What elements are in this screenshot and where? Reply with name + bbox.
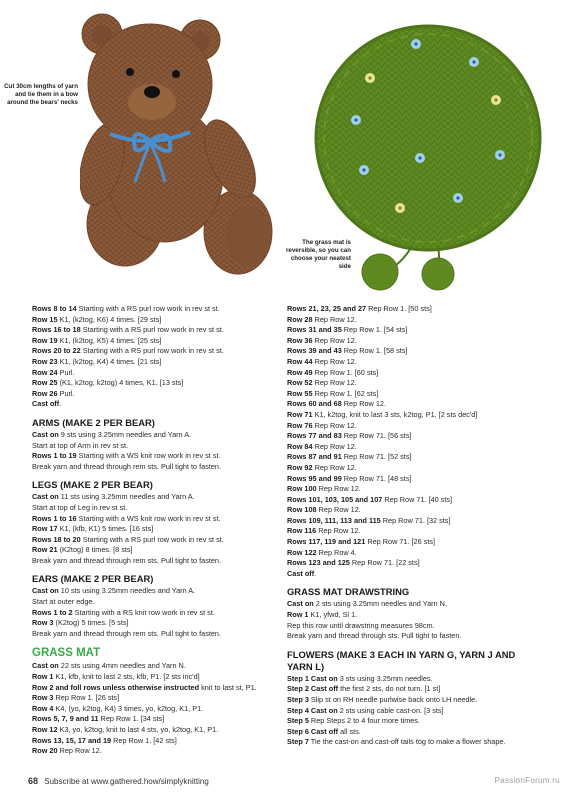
- instruction-line: [32, 368, 282, 379]
- instruction-line-label: Step 4 Cast on: [287, 705, 338, 715]
- instruction-line-text: Rep Row 12.: [312, 314, 357, 324]
- instruction-line-text: K1, (kfb, K1) 5 times. [16 sts]: [57, 524, 154, 534]
- instruction-line-label: Row 2 and foll rows unless otherwise instructed: [32, 682, 200, 692]
- instruction-line-text: Rep this row until drawstring measures 98cm.: [287, 620, 435, 630]
- instruction-line-label: Row 23: [32, 356, 58, 366]
- instruction-line-text: Rep Row 1. [60 sts]: [312, 367, 379, 377]
- instruction-line-label: Row 20: [32, 746, 58, 756]
- instruction-line-label: Row 122: [287, 547, 317, 557]
- instruction-line: [287, 484, 547, 495]
- ears-heading: EARS (MAKE 2 PER BEAR): [32, 573, 154, 585]
- instruction-line: [287, 474, 547, 485]
- instruction-line: [32, 430, 282, 441]
- instruction-line-text: K1, (k2tog, K4) 4 times. [21 sts]: [57, 356, 162, 366]
- instruction-line: [32, 315, 282, 326]
- instruction-line: [32, 608, 282, 619]
- instruction-line: [287, 537, 547, 548]
- subscribe-link[interactable]: Subscribe at www.gathered.how/simplyknitting: [44, 777, 209, 786]
- left-column: [32, 304, 282, 757]
- instruction-line-label: Step 2 Cast off: [287, 684, 339, 694]
- instruction-line-label: Rows 77 and 83: [287, 431, 342, 441]
- instruction-line: [287, 610, 547, 621]
- instruction-line-text: K1, (k2tog, K6) 4 times. [29 sts]: [57, 314, 162, 324]
- instruction-line: [287, 737, 547, 748]
- instruction-line-label: Rows 109, 111, 113 and 115: [287, 515, 381, 525]
- instruction-line-label: Cast on: [32, 661, 59, 671]
- instruction-line-text: Rep Row 12.: [57, 746, 102, 756]
- instruction-line-label: Step 7: [287, 737, 309, 747]
- instruction-line: [287, 357, 547, 368]
- instruction-line-text: Start at outer edge.: [32, 597, 95, 607]
- instruction-line: [287, 463, 547, 474]
- instruction-line-label: Row 3: [32, 618, 54, 628]
- instruction-line-text: .: [59, 399, 62, 409]
- instruction-line-text: Slip st on RH needle purlwise back onto LH needle.: [308, 695, 478, 704]
- instruction-line-label: Row 21: [32, 545, 58, 555]
- instruction-line: [32, 714, 282, 725]
- instruction-line: [287, 569, 547, 580]
- instruction-line-text: Purl.: [57, 367, 75, 377]
- instruction-line-text: Rep Row 71. [22 sts]: [349, 558, 420, 568]
- instruction-line: [287, 505, 547, 516]
- instruction-line: [287, 399, 547, 410]
- instruction-line-text: Rep Row 1. [26 sts]: [53, 693, 120, 703]
- instruction-line: [287, 695, 547, 706]
- instruction-line-text: Starting with a RS purl row work in rev st st.: [80, 325, 224, 335]
- instruction-line-label: Row 26: [32, 388, 58, 398]
- instruction-line: [287, 599, 547, 610]
- instruction-line-text: Rep Row 12.: [312, 378, 357, 388]
- instruction-line-text: Starting with a RS purl row work in rev st st.: [80, 534, 224, 544]
- instruction-line-text: Rep Steps 2 to 4 four more times.: [308, 716, 421, 726]
- instruction-line: [32, 683, 282, 694]
- instruction-line: [287, 684, 547, 695]
- instruction-line: [287, 526, 547, 537]
- ears-instructions: [32, 586, 282, 639]
- drawstring-heading: GRASS MAT DRAWSTRING: [287, 586, 410, 598]
- instruction-line-label: Rows 1 to 19: [32, 451, 77, 461]
- instruction-line-label: Row 100: [287, 484, 317, 494]
- instruction-line-label: Rows 1 to 2: [32, 607, 73, 617]
- instruction-line-text: Start at top of Arm in rev st st.: [32, 440, 129, 450]
- instruction-line-label: Step 3: [287, 695, 309, 704]
- instruction-line-text: Starting with a WS knit row work in rev st st.: [76, 513, 221, 523]
- instruction-line-label: Row 19: [32, 335, 58, 345]
- instruction-line-label: Cast off: [32, 399, 60, 409]
- instruction-line-label: Row 15: [32, 314, 58, 324]
- grass-mat-heading: GRASS MAT: [32, 647, 101, 660]
- instruction-line: [32, 693, 282, 704]
- instruction-line-label: Rows 87 and 91: [287, 452, 342, 462]
- instruction-line: [287, 548, 547, 559]
- instruction-line: [287, 516, 547, 527]
- instruction-line-text: Break yarn and thread through rem sts. Pull tight to fasten.: [32, 461, 222, 471]
- instruction-line-text: knit to last st, P1.: [199, 682, 257, 692]
- instruction-line-text: all sts.: [338, 726, 361, 736]
- instruction-line-label: Rows 1 to 16: [32, 513, 77, 523]
- instruction-line: [32, 503, 282, 514]
- instruction-line-text: Rep Row 12.: [316, 526, 361, 536]
- instruction-line-label: Rows 21, 23, 25 and 27: [287, 304, 367, 313]
- instruction-line-text: Rep Row 12.: [316, 505, 361, 515]
- instruction-line-text: Rep Row 12.: [312, 356, 357, 366]
- instruction-line-text: Starting with a RS knit row work in rev st st.: [72, 607, 215, 617]
- instruction-line-label: Row 108: [287, 505, 317, 515]
- instruction-line: [287, 421, 547, 432]
- instruction-line-label: Step 1 Cast on: [287, 673, 338, 683]
- instruction-line-label: Rows 117, 119 and 121: [287, 537, 366, 547]
- instruction-line-text: K1, yfwd, Sl 1.: [308, 610, 358, 620]
- instruction-line-text: Starting with a WS knit row work in rev st st.: [76, 451, 221, 461]
- instruction-line-text: K3, yo, k2tog, knit to last 4 sts, yo, k2tog, K1, P1.: [57, 725, 219, 734]
- instruction-line-text: 11 sts using 3.25mm needles and Yarn A.: [58, 492, 195, 502]
- instruction-line-label: Rows 8 to 14: [32, 304, 77, 313]
- instruction-line-label: Row 36: [287, 335, 313, 345]
- instruction-line: [287, 304, 547, 315]
- instruction-line-text: Rep Row 71. [40 sts]: [382, 494, 453, 504]
- drawstring-instructions: [287, 599, 547, 641]
- instruction-line: [32, 704, 282, 715]
- instruction-line: [32, 462, 282, 473]
- instruction-line-text: Purl.: [57, 388, 75, 398]
- instruction-line-text: (K2tog) 8 times. [8 sts]: [57, 545, 133, 555]
- instruction-line-label: Step 5: [287, 716, 309, 726]
- instruction-line-text: K1, k2tog, knit to last 3 sts, k2tog, P1. [2 sts dec'd]: [312, 409, 478, 419]
- instruction-line-label: Rows 123 and 125: [287, 558, 350, 568]
- instruction-line: [32, 304, 282, 315]
- instruction-line-label: Rows 13, 15, 17 and 19: [32, 735, 112, 745]
- instruction-line: [32, 325, 282, 336]
- instruction-line-label: Step 6 Cast off: [287, 726, 339, 736]
- mat-caption: The grass mat is reversible, so you can choose your neatest side: [286, 239, 351, 270]
- instruction-line: [32, 336, 282, 347]
- instruction-line: [287, 431, 547, 442]
- instruction-line-label: Cast off: [287, 568, 315, 578]
- instruction-line-text: Start at top of Leg in rev st st.: [32, 502, 128, 512]
- instruction-line: [32, 378, 282, 389]
- instruction-line-label: Row 4: [32, 703, 54, 713]
- instruction-line-label: Rows 16 to 18: [32, 325, 81, 335]
- arms-instructions: [32, 430, 282, 472]
- instruction-line-text: Break yarn and thread through sts. Pull tight to fasten.: [287, 631, 462, 641]
- instruction-line-label: Row 24: [32, 367, 58, 377]
- instruction-line-text: Tie the cast-on and cast-off tails tog to make a flower shape.: [308, 737, 506, 747]
- instruction-line: [32, 357, 282, 368]
- instruction-line: [32, 586, 282, 597]
- legs-instructions: [32, 492, 282, 566]
- grass-mat-rows-list: [287, 304, 547, 579]
- instruction-line: [32, 661, 282, 672]
- instruction-line-label: Rows 20 to 22: [32, 346, 81, 356]
- instruction-line: [32, 545, 282, 556]
- instruction-line-label: Row 49: [287, 367, 313, 377]
- instruction-line-label: Rows 60 and 68: [287, 399, 342, 409]
- instruction-line: [32, 514, 282, 525]
- instruction-line: [32, 389, 282, 400]
- instruction-line: [287, 368, 547, 379]
- instruction-line: [287, 706, 547, 717]
- instruction-line: [32, 524, 282, 535]
- instruction-line-text: Rep Row 71. [56 sts]: [341, 431, 412, 441]
- arms-heading: ARMS (MAKE 2 PER BEAR): [32, 416, 155, 428]
- instruction-line: [287, 495, 547, 506]
- instruction-line-label: Row 71: [287, 409, 313, 419]
- instruction-line-text: 2 sts using 3.25mm needles and Yarn N.: [313, 599, 447, 609]
- page-footer: [28, 776, 209, 786]
- instruction-line-text: Break yarn and thread through rem sts. Pull tight to fasten.: [32, 628, 222, 638]
- instruction-line: [287, 315, 547, 326]
- instruction-line: [287, 325, 547, 336]
- right-column: [287, 304, 547, 748]
- instruction-line-label: Row 44: [287, 356, 313, 366]
- instruction-line-label: Rows 95 and 99: [287, 473, 342, 483]
- instruction-line-text: Rep Row 12.: [316, 484, 361, 494]
- instruction-line-text: Rep Row 71. [26 sts]: [365, 537, 436, 547]
- instruction-line-label: Cast on: [32, 586, 59, 596]
- instruction-line: [32, 535, 282, 546]
- instruction-line: [287, 631, 547, 642]
- instruction-line-text: .: [314, 568, 317, 578]
- instruction-line-text: Rep Row 12.: [312, 441, 357, 451]
- instruction-line-text: Rep Row 12.: [312, 420, 357, 430]
- instruction-line: [32, 399, 282, 410]
- instruction-line-label: Rows 18 to 20: [32, 534, 81, 544]
- instruction-line: [287, 452, 547, 463]
- instruction-line-label: Row 25: [32, 378, 58, 388]
- instruction-line-text: Rep Row 12.: [341, 399, 386, 409]
- instruction-line-text: 3 sts using 3.25mm needles.: [337, 673, 433, 683]
- instruction-line: [32, 736, 282, 747]
- instruction-line: [287, 727, 547, 738]
- instruction-line-text: Rep Row 1. [50 sts]: [366, 304, 432, 313]
- flowers-heading: FLOWERS (MAKE 3 EACH IN YARN G, YARN J AND: [287, 648, 516, 660]
- instruction-line: [32, 618, 282, 629]
- instruction-line-text: Break yarn and thread through rem sts. Pull tight to fasten.: [32, 555, 222, 565]
- instruction-line-label: Rows 39 and 43: [287, 346, 342, 356]
- instruction-line-label: Rows 101, 103, 105 and 107: [287, 494, 383, 504]
- instruction-line: [287, 389, 547, 400]
- instruction-line: [287, 410, 547, 421]
- instruction-line-label: Row 28: [287, 314, 313, 324]
- instruction-line-text: 22 sts using 4mm needles and Yarn N.: [58, 661, 186, 671]
- instruction-line: [287, 621, 547, 632]
- instruction-line-text: (K2tog) 5 times. [5 sts]: [53, 618, 129, 628]
- instruction-line: [32, 441, 282, 452]
- instruction-line-label: Row 17: [32, 524, 58, 534]
- instruction-line-text: the first 2 sts, do not turn. [1 st]: [338, 684, 441, 694]
- instruction-line-label: Row 84: [287, 441, 313, 451]
- instruction-line-text: 10 sts using 3.25mm needles and Yarn A.: [58, 586, 196, 596]
- instruction-line: [287, 674, 547, 685]
- instruction-line-text: Rep Row 1. [42 sts]: [111, 735, 177, 745]
- grass-mat-instructions: [32, 661, 282, 756]
- instruction-line-text: Rep Row 1. [62 sts]: [312, 388, 379, 398]
- instruction-line-label: Row 3: [32, 693, 54, 703]
- instruction-line-label: Rows 31 and 35: [287, 325, 342, 335]
- instruction-line-text: K4, (yo, k2tog, K4) 3 times, yo, k2tog, K1, P1.: [53, 703, 204, 713]
- instruction-line-text: Rep Row 12.: [312, 335, 357, 345]
- instruction-line-text: Rep Row 1. [34 sts]: [98, 714, 165, 724]
- instruction-line: [287, 346, 547, 357]
- instruction-line: [32, 492, 282, 503]
- instruction-line-text: Rep Row 1. [58 sts]: [341, 346, 408, 356]
- instruction-line-label: Row 1: [287, 610, 309, 620]
- instruction-line: [287, 336, 547, 347]
- instruction-line-label: Row 92: [287, 462, 313, 472]
- instruction-line-label: Cast on: [32, 492, 59, 502]
- bear-caption: Cut 30cm lengths of yarn and tie them in a bow around the bears' necks: [4, 83, 78, 106]
- instruction-line-label: Row 52: [287, 378, 313, 388]
- legs-heading: LEGS (MAKE 2 PER BEAR): [32, 479, 153, 491]
- instruction-line: [32, 672, 282, 683]
- instruction-line-text: Rep Row 71. [52 sts]: [341, 452, 412, 462]
- instruction-line: [32, 725, 282, 736]
- instruction-line: [287, 558, 547, 569]
- instruction-line-label: Row 76: [287, 420, 313, 430]
- instruction-line: [32, 746, 282, 757]
- teddy-bear-photo: [80, 4, 280, 294]
- instruction-line-text: K1, (k2tog, K5) 4 times. [25 sts]: [57, 335, 162, 345]
- instruction-line-label: Cast on: [32, 429, 59, 439]
- instruction-line-text: Rep Row 71. [48 sts]: [341, 473, 412, 483]
- watermark: PassionForum.ru: [494, 776, 560, 785]
- instruction-line: [287, 378, 547, 389]
- instruction-line: [32, 346, 282, 357]
- instruction-line-label: Row 116: [287, 526, 317, 536]
- instruction-line-text: 2 sts using cable cast-on. [3 sts]: [337, 705, 444, 715]
- instruction-line-label: Cast on: [287, 599, 314, 609]
- instruction-line-label: Rows 5, 7, 9 and 11: [32, 714, 99, 724]
- instruction-line: [32, 556, 282, 567]
- instruction-line-text: Rep Row 4.: [316, 547, 357, 557]
- page-number: 68: [28, 776, 39, 786]
- instruction-line: [32, 629, 282, 640]
- flowers-instructions: [287, 674, 547, 748]
- instruction-line: [287, 716, 547, 727]
- instruction-line: [32, 597, 282, 608]
- instruction-line-text: Rep Row 12.: [312, 462, 357, 472]
- body-rows-list: [32, 304, 282, 410]
- instruction-line-label: Row 1: [32, 672, 54, 682]
- flowers-heading-line2: YARN L): [287, 660, 325, 672]
- instruction-line-text: Rep Row 1. [54 sts]: [341, 325, 408, 335]
- instruction-line: [287, 442, 547, 453]
- instruction-line-text: Starting with a RS purl row work in rev st st.: [80, 346, 224, 356]
- instruction-line-text: (K1, k2tog, k2tog) 4 times, K1. [13 sts]: [57, 378, 184, 388]
- instruction-line-text: K1, kfb, knit to last 2 sts, kfb, P1. [2 sts inc'd]: [53, 672, 200, 682]
- instruction-line: [32, 451, 282, 462]
- instruction-line-text: 9 sts using 3.25mm needles and Yarn A.: [58, 429, 192, 439]
- instruction-line-label: Row 55: [287, 388, 313, 398]
- instruction-line-text: Rep Row 71. [32 sts]: [380, 515, 451, 525]
- instruction-line-text: Starting with a RS purl row work in rev st st.: [76, 304, 220, 313]
- instruction-line-label: Row 12: [32, 725, 58, 734]
